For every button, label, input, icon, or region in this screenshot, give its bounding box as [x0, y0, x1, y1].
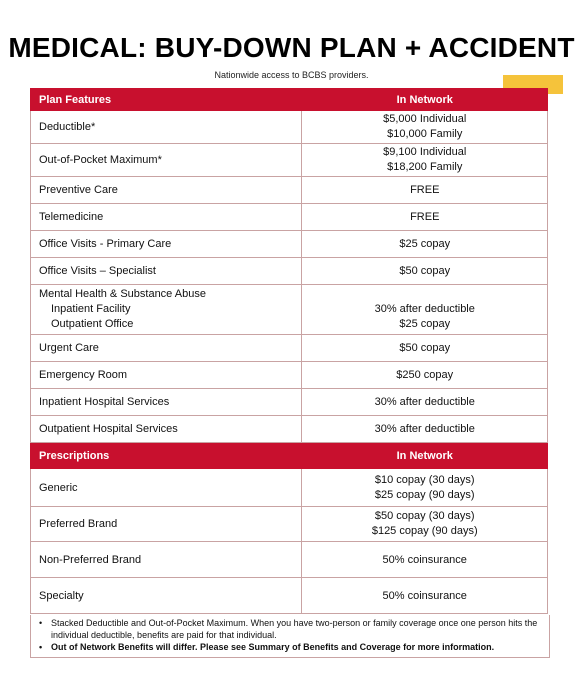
value-line: $50 copay (30 days): [374, 510, 475, 522]
row-value: 50% coinsurance: [302, 542, 548, 578]
value-line: $18,200 Family: [387, 161, 463, 173]
row-feature: Telemedicine: [31, 204, 302, 231]
row-feature: Outpatient Hospital Services: [31, 416, 302, 443]
footnote-text: Stacked Deductible and Out-of-Pocket Maximum. When you have two-person or family coverage once one person hits the individual deductible, benefits are paid for that individual.: [51, 618, 538, 640]
row-feature: Inpatient Hospital Services: [31, 389, 302, 416]
footnote: [39, 641, 541, 653]
table-row: [31, 469, 548, 507]
row-value: 30% after deductible: [302, 389, 548, 416]
table-row: [31, 177, 548, 204]
row-feature: Specialty: [31, 578, 302, 614]
value-line: 30% after deductible: [374, 303, 475, 315]
feature-subline: Outpatient Office: [51, 318, 134, 330]
row-feature: Emergency Room: [31, 362, 302, 389]
benefits-table: [30, 88, 548, 614]
row-feature: Out-of-Pocket Maximum*: [31, 144, 302, 177]
value-line: $10 copay (30 days): [374, 473, 475, 486]
page-subtitle: Nationwide access to BCBS providers.: [214, 70, 369, 80]
table-row: [31, 258, 548, 285]
value-line: [310, 287, 539, 302]
row-feature: Preventive Care: [31, 177, 302, 204]
table-row: [31, 111, 548, 144]
row-feature: Deductible*: [31, 111, 302, 144]
row-value: [302, 144, 548, 177]
bullet-icon: •: [39, 642, 43, 652]
row-value: $50 copay: [302, 335, 548, 362]
table-row: [31, 389, 548, 416]
row-value: FREE: [302, 204, 548, 231]
row-value: 30% after deductible: [302, 416, 548, 443]
value-line: $125 copay (90 days): [371, 525, 478, 537]
row-value: 50% coinsurance: [302, 578, 548, 614]
row-feature: Office Visits – Specialist: [31, 258, 302, 285]
row-value: $50 copay: [302, 258, 548, 285]
row-value: $25 copay: [302, 231, 548, 258]
header-feature: Prescriptions: [31, 443, 302, 469]
page-title: MEDICAL: BUY-DOWN PLAN + ACCIDENT: [8, 32, 575, 63]
value-line: $25 copay: [399, 318, 451, 330]
row-value: [302, 469, 548, 507]
row-value: [302, 507, 548, 542]
footnote-text: Out of Network Benefits will differ. Please see Summary of Benefits and Coverage for more information.: [51, 642, 495, 652]
bullet-icon: •: [39, 618, 43, 628]
header-feature: Plan Features: [31, 89, 302, 111]
table-row: [31, 578, 548, 614]
header-network: In Network: [302, 89, 548, 111]
feature-subline: Inpatient Facility: [51, 303, 131, 315]
footnote: [39, 617, 541, 641]
row-feature: Preferred Brand: [31, 507, 302, 542]
table-header: [31, 89, 548, 111]
table-row: [31, 416, 548, 443]
row-feature: Urgent Care: [31, 335, 302, 362]
row-feature: Generic: [31, 469, 302, 507]
table-row: [31, 144, 548, 177]
value-line: $25 copay (90 days): [374, 488, 475, 501]
table-row: [31, 542, 548, 578]
table-row: [31, 507, 548, 542]
row-value: $250 copay: [302, 362, 548, 389]
table-row: [31, 204, 548, 231]
table-row: [31, 231, 548, 258]
row-value: [302, 111, 548, 144]
value-line: $5,000 Individual: [383, 113, 467, 125]
table-row: [31, 285, 548, 335]
row-feature: Office Visits - Primary Care: [31, 231, 302, 258]
table-row: [31, 335, 548, 362]
value-line: $9,100 Individual: [383, 146, 467, 158]
value-line: $10,000 Family: [387, 128, 463, 140]
table-header: [31, 443, 548, 469]
feature-line: Mental Health & Substance Abuse: [39, 288, 206, 300]
table-row: [31, 362, 548, 389]
row-feature: [31, 285, 302, 335]
row-feature: Non-Preferred Brand: [31, 542, 302, 578]
row-value: FREE: [302, 177, 548, 204]
header-network: In Network: [302, 443, 548, 469]
footnotes: [30, 615, 550, 658]
row-value: [302, 285, 548, 335]
